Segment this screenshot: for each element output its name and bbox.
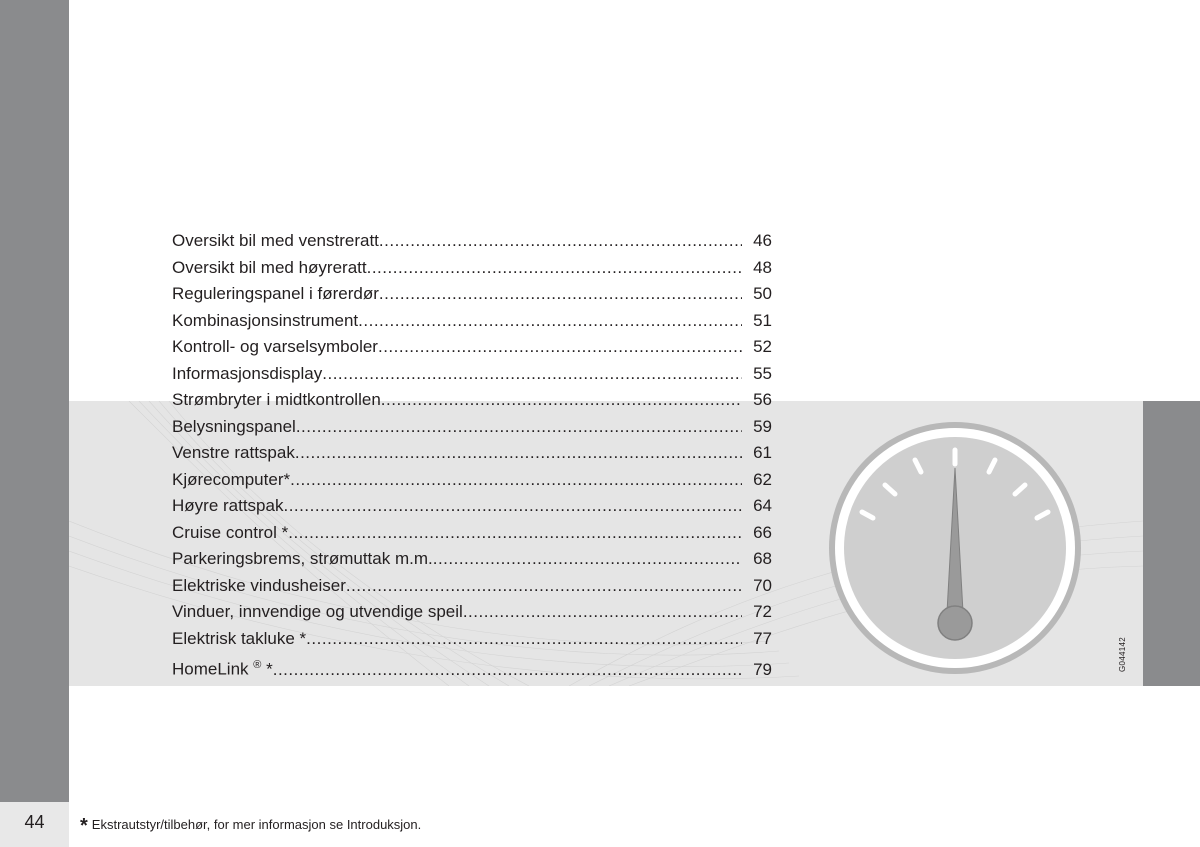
dot-leader bbox=[463, 599, 742, 626]
toc-entry-page: 68 bbox=[753, 549, 772, 568]
toc-entry[interactable] bbox=[172, 228, 772, 255]
toc-entry-title: Kjørecomputer* bbox=[172, 469, 291, 489]
dot-leader bbox=[295, 440, 742, 467]
dot-leader bbox=[288, 520, 742, 547]
toc-entry[interactable] bbox=[172, 440, 772, 467]
dot-leader bbox=[273, 657, 742, 684]
dot-leader bbox=[433, 546, 742, 573]
toc-entry-title: Belysningspanel bbox=[172, 416, 296, 436]
toc-entry[interactable] bbox=[172, 573, 772, 600]
toc-entry-page: 51 bbox=[753, 310, 772, 330]
toc-entry-page: 64 bbox=[753, 496, 772, 515]
toc-entry-page: 70 bbox=[753, 575, 772, 595]
toc-entry-page: 79 bbox=[753, 659, 772, 679]
toc-entry[interactable] bbox=[172, 387, 772, 414]
toc-entry-page: 59 bbox=[753, 416, 772, 436]
toc-entry-title bbox=[172, 652, 273, 683]
dot-leader bbox=[379, 228, 742, 255]
toc-entry[interactable] bbox=[172, 361, 772, 388]
toc-entry-title-text: HomeLink bbox=[172, 659, 249, 679]
toc-entry-page: 72 bbox=[753, 602, 772, 621]
dot-leader bbox=[378, 334, 742, 361]
page-number: 44 bbox=[24, 812, 45, 832]
table-of-contents bbox=[172, 228, 772, 679]
image-code: G044142 bbox=[1118, 636, 1127, 672]
toc-entry-title: Kontroll- og varselsymboler bbox=[172, 337, 378, 356]
toc-entry-page: 52 bbox=[753, 337, 772, 356]
left-side-bar bbox=[0, 0, 69, 847]
dot-leader bbox=[290, 467, 742, 494]
toc-entry-title: Vinduer, innvendige og utvendige speil bbox=[172, 602, 463, 621]
footnote-star: * bbox=[80, 815, 88, 837]
footnote bbox=[80, 815, 421, 838]
toc-entry-page: 55 bbox=[753, 363, 772, 383]
toc-entry[interactable] bbox=[172, 467, 772, 494]
toc-entry-page: 50 bbox=[753, 284, 772, 303]
toc-entry[interactable] bbox=[172, 626, 772, 653]
dot-leader bbox=[346, 573, 742, 600]
registered-mark: ® bbox=[253, 659, 262, 671]
toc-entry[interactable] bbox=[172, 520, 772, 547]
dot-leader bbox=[358, 308, 742, 335]
toc-entry-title: Elektriske vindusheiser bbox=[172, 575, 346, 595]
toc-entry-title: Informasjonsdisplay bbox=[172, 363, 323, 383]
toc-entry-page: 62 bbox=[753, 469, 772, 489]
toc-entry[interactable] bbox=[172, 255, 772, 282]
dot-leader bbox=[296, 414, 742, 441]
toc-entry[interactable] bbox=[172, 308, 772, 335]
dot-leader bbox=[306, 626, 742, 653]
toc-entry-title-suffix: * bbox=[261, 659, 273, 679]
toc-entry-title: Oversikt bil med venstreratt bbox=[172, 231, 379, 250]
toc-entry[interactable] bbox=[172, 599, 772, 626]
toc-entry-page: 77 bbox=[753, 628, 772, 648]
toc-entry-title: Venstre rattspak bbox=[172, 443, 295, 462]
toc-entry[interactable] bbox=[172, 334, 772, 361]
dot-leader bbox=[367, 255, 742, 282]
toc-entry[interactable] bbox=[172, 546, 772, 573]
footnote-text: Ekstrautstyr/tilbehør, for mer informasjon se Introduksjon. bbox=[91, 817, 422, 832]
toc-entry-title: Oversikt bil med høyreratt bbox=[172, 257, 367, 277]
dot-leader bbox=[379, 281, 742, 308]
toc-entry-title: Strømbryter i midtkontrollen bbox=[172, 390, 381, 409]
toc-entry[interactable] bbox=[172, 414, 772, 441]
dot-leader bbox=[322, 361, 742, 388]
toc-entry-title: Kombinasjonsinstrument bbox=[172, 310, 359, 330]
dot-leader bbox=[381, 387, 742, 414]
toc-entry-page: 61 bbox=[753, 443, 772, 462]
toc-entry-page: 66 bbox=[753, 522, 772, 542]
dot-leader bbox=[283, 493, 742, 520]
toc-entry[interactable] bbox=[172, 652, 772, 679]
toc-entry-title: Parkeringsbrems, strømuttak m.m. bbox=[172, 549, 433, 568]
toc-entry[interactable] bbox=[172, 493, 772, 520]
toc-entry-page: 48 bbox=[753, 257, 772, 277]
right-chapter-tab bbox=[1143, 401, 1200, 686]
toc-entry-title: Elektrisk takluke * bbox=[172, 628, 307, 648]
toc-entry-title: Høyre rattspak bbox=[172, 496, 284, 515]
toc-entry-title: Reguleringspanel i førerdør bbox=[172, 284, 379, 303]
toc-entry-page: 56 bbox=[753, 390, 772, 409]
toc-entry-page: 46 bbox=[753, 231, 772, 250]
speedometer-gauge-icon bbox=[827, 420, 1083, 676]
toc-entry[interactable] bbox=[172, 281, 772, 308]
toc-entry-title: Cruise control * bbox=[172, 522, 289, 542]
